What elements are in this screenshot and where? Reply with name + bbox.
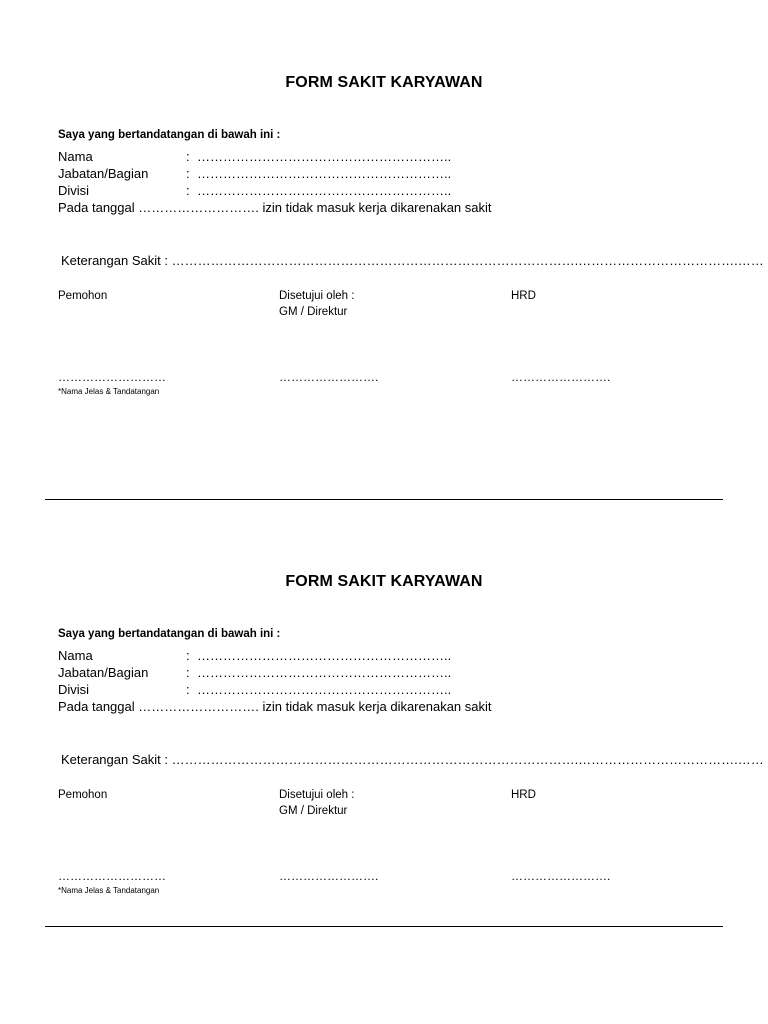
field-label-jabatan: Jabatan/Bagian — [58, 166, 149, 181]
field-colon: : — [186, 166, 190, 181]
signature-line-hrd[interactable]: ……………………. — [511, 370, 611, 384]
field-value-jabatan[interactable]: ………………………………………………….. — [197, 166, 452, 181]
signature-label-disetujui: Disetujui oleh : — [279, 789, 355, 801]
sick-leave-form-2 — [0, 499, 768, 919]
date-line[interactable]: Pada tanggal ………………………. izin tidak masuk kerja dikarenakan sakit — [58, 699, 492, 714]
field-row-divisi — [58, 681, 451, 698]
signature-note: *Nama Jelas & Tandatangan — [58, 886, 160, 895]
signature-note: *Nama Jelas & Tandatangan — [58, 387, 160, 396]
signature-sublabel-gm-direktur: GM / Direktur — [279, 306, 348, 318]
field-colon: : — [186, 648, 190, 663]
form-title: FORM SAKIT KARYAWAN — [285, 74, 483, 91]
field-value-jabatan[interactable]: ………………………………………………….. — [197, 665, 452, 680]
field-label-nama: Nama — [58, 648, 93, 663]
signature-line-gm[interactable]: ……………………. — [279, 370, 379, 384]
signature-label-hrd: HRD — [511, 789, 536, 801]
field-value-divisi[interactable]: ………………………………………………….. — [197, 682, 452, 697]
signature-line-pemohon[interactable]: ……………………… — [58, 869, 166, 883]
field-row-jabatan — [58, 165, 451, 182]
field-colon: : — [186, 665, 190, 680]
signature-label-gm — [279, 288, 354, 320]
signature-label-hrd: HRD — [511, 290, 536, 302]
field-row-jabatan — [58, 664, 451, 681]
field-label-nama: Nama — [58, 149, 93, 164]
field-label-divisi: Divisi — [58, 682, 90, 697]
field-row-divisi — [58, 182, 451, 199]
signature-sublabel-gm-direktur: GM / Direktur — [279, 805, 348, 817]
field-value-divisi[interactable]: ………………………………………………….. — [197, 183, 452, 198]
form-intro: Saya yang bertandatangan di bawah ini : — [58, 628, 281, 640]
sick-leave-form-1 — [0, 0, 768, 420]
field-row-nama — [58, 647, 451, 664]
keterangan-sakit[interactable]: Keterangan Sakit : ………………………………………………………………………………….……………………………….…… — [61, 752, 764, 767]
signature-line-hrd[interactable]: ……………………. — [511, 869, 611, 883]
signature-label-pemohon: Pemohon — [58, 789, 108, 801]
field-label-jabatan: Jabatan/Bagian — [58, 665, 149, 680]
field-value-nama[interactable]: ………………………………………………….. — [197, 648, 452, 663]
field-value-nama[interactable]: ………………………………………………….. — [197, 149, 452, 164]
form-intro: Saya yang bertandatangan di bawah ini : — [58, 129, 281, 141]
field-row-nama — [58, 148, 451, 165]
field-colon: : — [186, 682, 190, 697]
field-colon: : — [186, 183, 190, 198]
form-title: FORM SAKIT KARYAWAN — [285, 573, 483, 590]
signature-line-pemohon[interactable]: ……………………… — [58, 370, 166, 384]
signature-label-pemohon: Pemohon — [58, 290, 108, 302]
bottom-divider — [45, 926, 723, 927]
date-line[interactable]: Pada tanggal ………………………. izin tidak masuk kerja dikarenakan sakit — [58, 200, 492, 215]
keterangan-sakit[interactable]: Keterangan Sakit : ………………………………………………………………………………….……………………………….…… — [61, 253, 764, 268]
signature-label-gm — [279, 787, 354, 819]
signature-label-disetujui: Disetujui oleh : — [279, 290, 355, 302]
field-colon: : — [186, 149, 190, 164]
field-label-divisi: Divisi — [58, 183, 90, 198]
signature-line-gm[interactable]: ……………………. — [279, 869, 379, 883]
